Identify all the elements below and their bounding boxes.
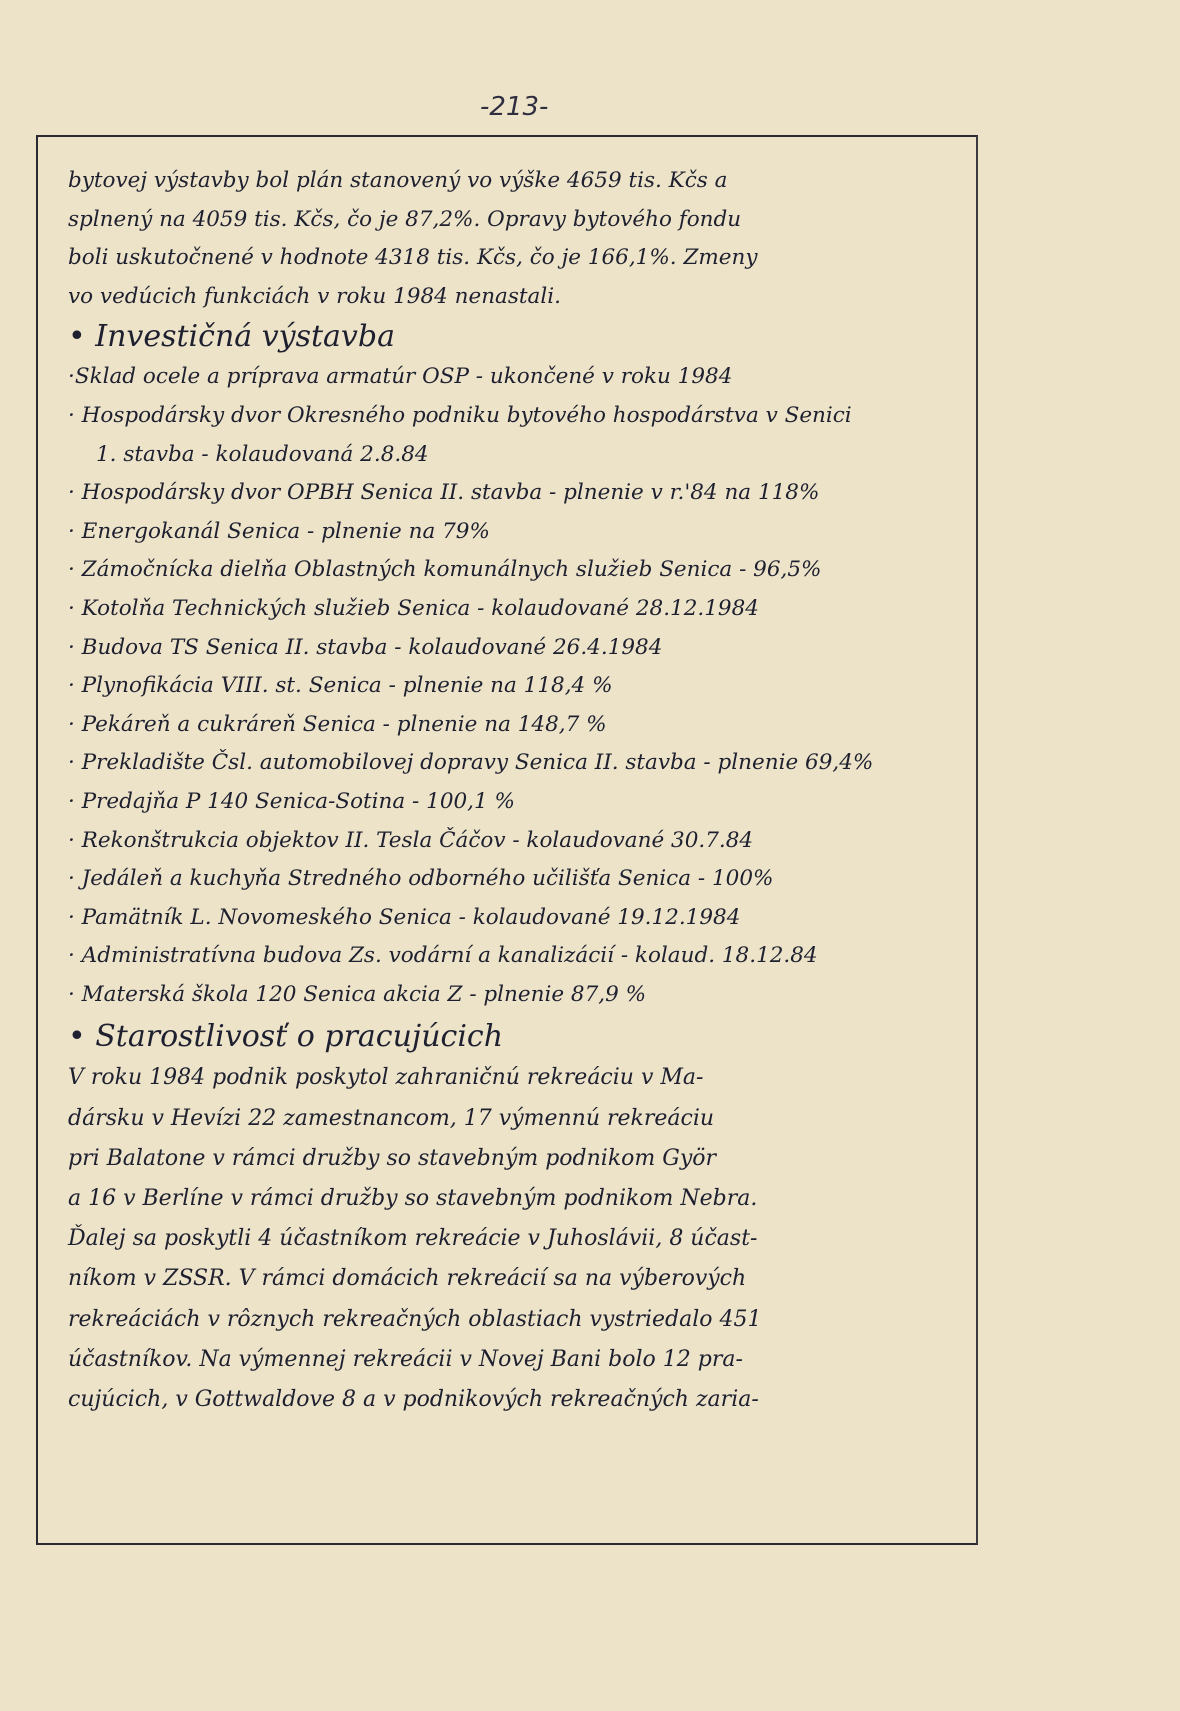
investment-item: ·Sklad ocele a príprava armatúr OSP - ukončené v roku 1984 xyxy=(68,364,733,390)
investment-item: · Rekonštrukcia objektov II. Tesla Čáčov - kolaudované 30.7.84 xyxy=(68,827,754,853)
investment-item: · Kotolňa Technických služieb Senica - kolaudované 28.12.1984 xyxy=(68,595,759,621)
intro-line: boli uskutočnené v hodnote 4318 tis. Kčs, čo je 166,1%. Zmeny xyxy=(68,245,758,271)
section-heading-investicna-vystavba: • Investičná výstavba xyxy=(68,319,395,355)
page-number: -213- xyxy=(480,92,549,122)
investment-item: · Zámočnícka dielňa Oblastných komunálnych služieb Senica - 96,5% xyxy=(68,557,822,583)
care-paragraph: V roku 1984 podnik poskytol zahraničnú rekreáciu v Ma- dársku v Hevízi 22 zamestnancom, 17 výmennú rekreáciu pri Balatone v rámci družby so stavebným podnikom Györ a 16 v Berlíne v rámci družby so stavebným podnikom Nebra. Ďalej sa poskytli 4 účastníkom rekreácie v Juhoslávii, 8 účast- níkom v ZSSR. V rámci domácich rekreácií sa na výberových rekreáciách v rôznych rekreačných oblastiach vystriedalo 451 účastníkov. Na výmennej rekreácii v Novej Bani bolo 12 pra- cujúcich, v Gottwaldove 8 a v podnikových rekreačných zaria- xyxy=(68,1065,762,1413)
investment-item: 1. stavba - kolaudovaná 2.8.84 xyxy=(96,441,429,467)
investment-item: · Jedáleň a kuchyňa Stredného odborného učilišťa Senica - 100% xyxy=(68,866,774,892)
investment-item: · Predajňa P 140 Senica-Sotina - 100,1 % xyxy=(68,788,515,814)
intro-paragraph xyxy=(68,162,968,316)
intro-line: vo vedúcich funkciách v roku 1984 nenastali. xyxy=(68,283,561,309)
investment-item: · Pekáreň a cukráreň Senica - plnenie na 148,7 % xyxy=(68,711,607,737)
investment-item: · Pamätník L. Novomeského Senica - kolaudované 19.12.1984 xyxy=(68,904,741,930)
intro-line: splnený na 4059 tis. Kčs, čo je 87,2%. Opravy bytového fondu xyxy=(68,206,742,232)
investment-item: · Administratívna budova Zs. vodární a kanalizácií - kolaud. 18.12.84 xyxy=(68,943,818,969)
investment-item: · Prekladište Čsl. automobilovej dopravy Senica II. stavba - plnenie 69,4% xyxy=(68,750,874,776)
handwritten-content xyxy=(68,162,968,1420)
investment-item: · Hospodársky dvor Okresného podniku bytového hospodárstva v Senici xyxy=(68,402,852,428)
investment-item: · Energokanál Senica - plnenie na 79% xyxy=(68,518,490,544)
intro-line: bytovej výstavby bol plán stanovený vo výške 4659 tis. Kčs a xyxy=(68,168,728,193)
investment-item: · Hospodársky dvor OPBH Senica II. stavba - plnenie v r.'84 na 118% xyxy=(68,480,820,506)
investment-item: · Budova TS Senica II. stavba - kolaudované 26.4.1984 xyxy=(68,634,663,660)
section-heading-starostlivost: • Starostlivosť o pracujúcich xyxy=(68,1019,504,1055)
investment-item: · Materská škola 120 Senica akcia Z - plnenie 87,9 % xyxy=(68,981,647,1007)
investment-item: · Plynofikácia VIII. st. Senica - plnenie na 118,4 % xyxy=(68,673,613,699)
investment-list xyxy=(68,358,968,1014)
